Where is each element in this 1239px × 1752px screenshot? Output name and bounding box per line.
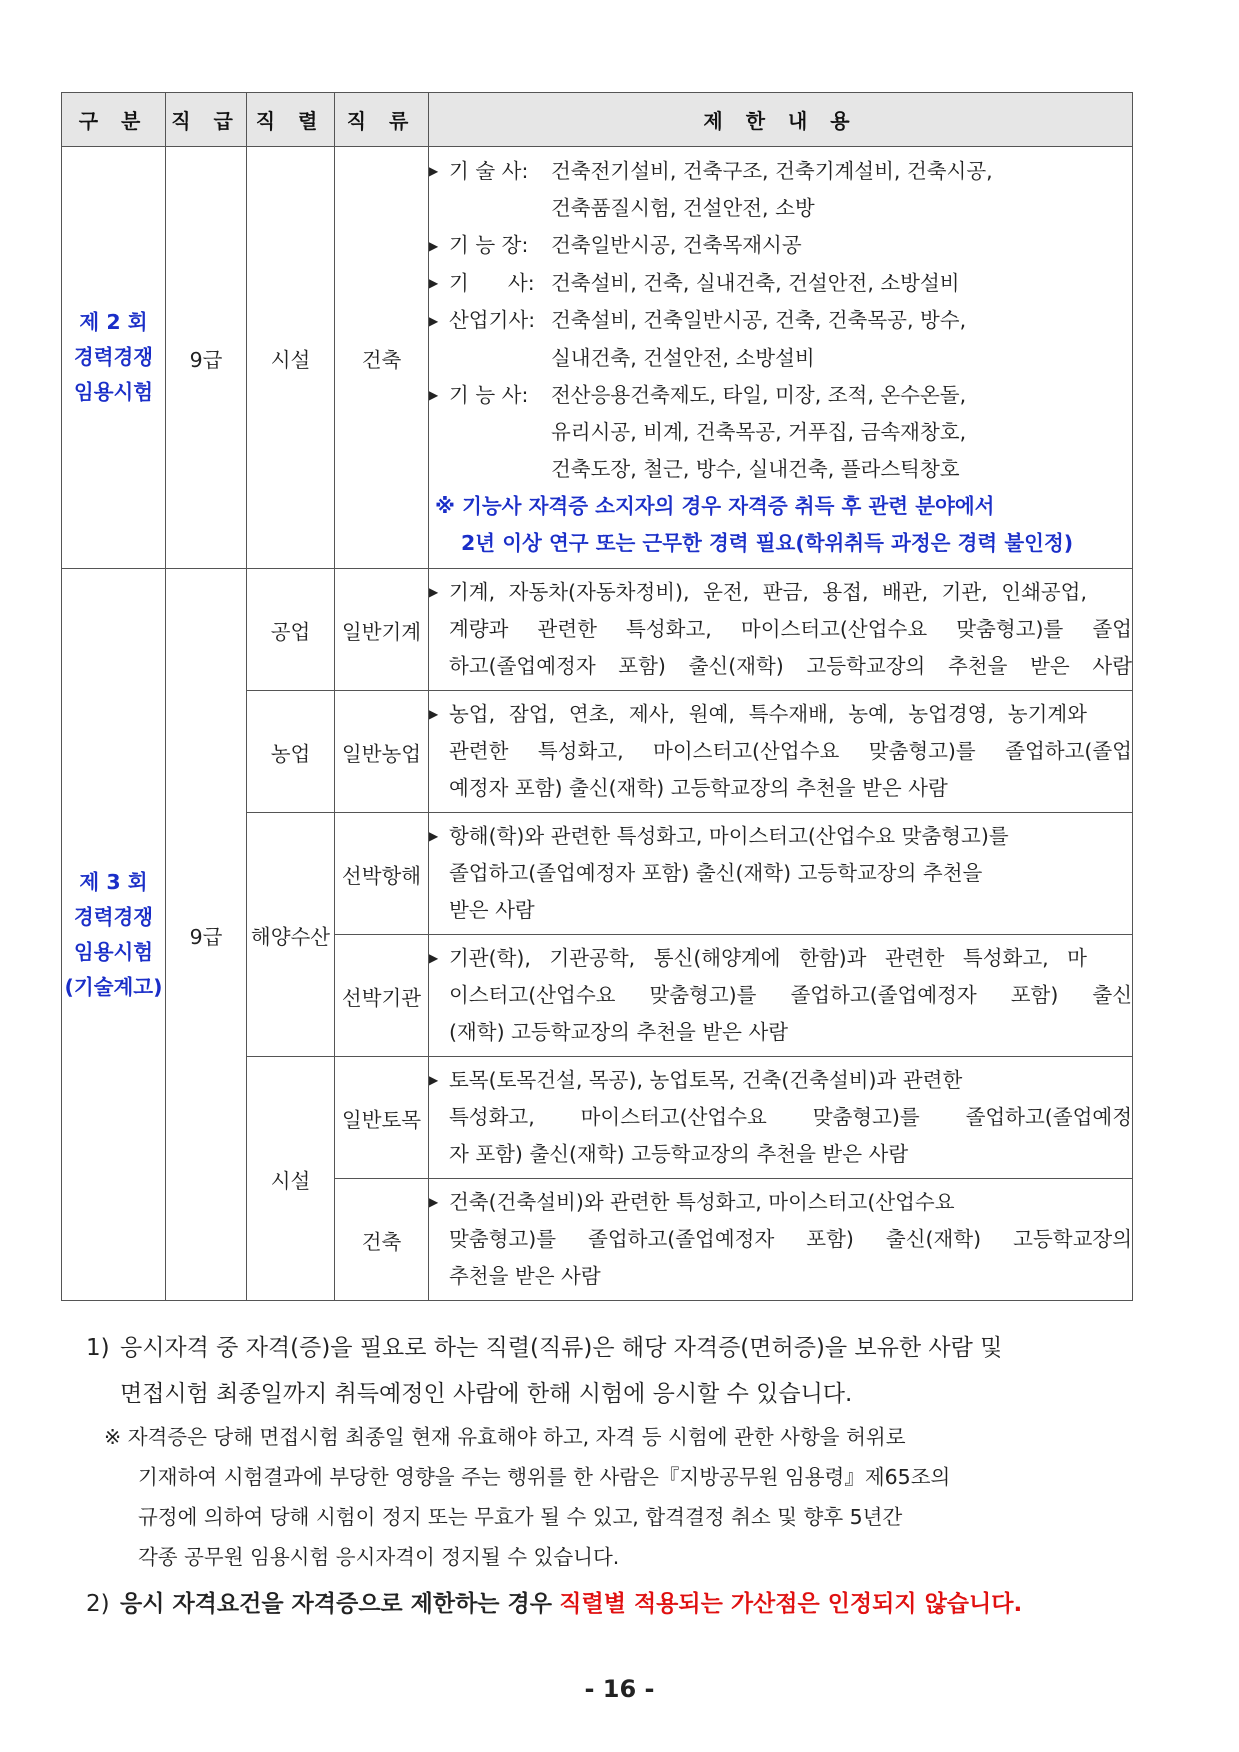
list-item: ▶ 기 술 사: 건축전기설비, 건축구조, 건축기계설비, 건축시공, — [429, 153, 1132, 191]
restriction-content: ▶ 항해(학)와 관련한 특성화고, 마이스터고(산업수요 맞춤형고)를 졸업하고(졸업예정자 포함) 출신(재학) 고등학교장의 추천을 받은 사람 — [429, 813, 1133, 935]
restriction-content: ▶ 농업, 잠업, 연초, 제사, 원예, 특수재배, 농예, 농업경영, 농기계와 관련한 특성화고, 마이스터고(산업수요 맞춤형고)를 졸업하고(졸업 예정자 포함) 출신(재학) 고등학교장의 추천을 받은 사람 — [429, 691, 1133, 813]
grade-cell: 9급 — [166, 147, 247, 569]
restriction-content: ▶ 기 술 사: 건축전기설비, 건축구조, 건축기계설비, 건축시공, 건축품질시험, 건설안전, 소방 ▶ 기 능 장: 건축일반시공, 건축목재시공 ▶ 기 사: 건축설비, 건축, 실내건축, 건설안전, 소방설비 ▶ 산업기사: 건축설비, 건축일반시공, 건축, 건축목공, 방수, 실내건축, 건설안전, 소방설비 ▶ 기 능 사: 전산응용건축제도, 타일, 미장, 조적, 온수온돌, 유리시공, 비계, 건축목공, 거푸집, 금속재창호, 건축도장, 철근, 방수, 실내건축, 플라스틱창호 ※ 기능사 자격증 소지자의 경우 자격증 취득 후 관련 분야에서 2년 이상 연구 또는 근무한 경력 필요(학위취득 과정은 경력 불인정) — [429, 147, 1133, 569]
table-row — [62, 147, 1133, 569]
list-item: ▶ 기 사: 건축설비, 건축, 실내건축, 건설안전, 소방설비 — [429, 265, 1132, 303]
session-2-label: 제 2 회 경력경쟁 임용시험 — [62, 147, 166, 569]
list-item: ▶ 산업기사: 건축설비, 건축일반시공, 건축, 건축목공, 방수, — [429, 302, 1132, 340]
series-cell: 시설 — [247, 1057, 335, 1301]
class-cell: 일반기계 — [335, 569, 429, 691]
header-content: 제 한 내 용 — [429, 93, 1133, 147]
note-1: 1) 응시자격 중 자격(증)을 필요로 하는 직렬(직류)은 해당 자격증(면허증)을 보유한 사람 및 면접시험 최종일까지 취득예정인 사람에 한해 시험에 응시할 수 있습니다. — [86, 1335, 1003, 1407]
header-category: 구 분 — [62, 93, 166, 147]
session-3-label: 제 3 회 경력경쟁 임용시험 (기술계고) — [62, 569, 166, 1301]
list-item: ▶ 기 능 장: 건축일반시공, 건축목재시공 — [429, 227, 1132, 265]
bullet-icon: ▶ — [429, 707, 439, 722]
bullet-icon: ▶ — [429, 585, 439, 600]
restriction-table — [61, 92, 1133, 1301]
bullet-icon: ▶ — [429, 164, 439, 179]
series-cell: 시설 — [247, 147, 335, 569]
footnotes — [86, 1325, 1116, 1627]
restriction-content: ▶ 기계, 자동차(자동차정비), 운전, 판금, 용접, 배관, 기관, 인쇄공업, 계량과 관련한 특성화고, 마이스터고(산업수요 맞춤형고)를 졸업 하고(졸업예정자 포함) 출신(재학) 고등학교장의 추천을 받은 사람 — [429, 569, 1133, 691]
bullet-icon: ▶ — [429, 951, 439, 966]
restriction-content: ▶ 건축(건축설비)와 관련한 특성화고, 마이스터고(산업수요 맞춤형고)를 졸업하고(졸업예정자 포함) 출신(재학) 고등학교장의 추천을 받은 사람 — [429, 1179, 1133, 1301]
session-2-note: ※ 기능사 자격증 소지자의 경우 자격증 취득 후 관련 분야에서 — [435, 494, 995, 519]
bullet-icon: ▶ — [429, 313, 439, 328]
restriction-content: ▶ 기관(학), 기관공학, 통신(해양계에 한함)과 관련한 특성화고, 마 이스터고(산업수요 맞춤형고)를 졸업하고(졸업예정자 포함) 출신 (재학) 고등학교장의 추천을 받은 사람 — [429, 935, 1133, 1057]
class-cell: 선박기관 — [335, 935, 429, 1057]
grade-cell: 9급 — [166, 569, 247, 1301]
bullet-icon: ▶ — [429, 1195, 439, 1210]
bullet-icon: ▶ — [429, 388, 439, 403]
bullet-icon: ▶ — [429, 1073, 439, 1088]
note-2: 2) 응시 자격요건을 자격증으로 제한하는 경우 직렬별 적용되는 가산점은 인정되지 않습니다. — [86, 1591, 1023, 1617]
header-class: 직 류 — [335, 93, 429, 147]
class-cell: 선박항해 — [335, 813, 429, 935]
note-1-sub: ※ 자격증은 당해 면접시험 최종일 현재 유효해야 하고, 자격 등 시험에 관한 사항을 허위로 기재하여 시험결과에 부당한 영향을 주는 행위를 한 사람은『지방공무원 임용령』제65조의 규정에 의하여 당해 시험이 정지 또는 무효가 될 수 있고, 합격결정 취소 및 향후 5년간 각종 공무원 임용시험 응시자격이 정지될 수 있습니다. — [104, 1425, 951, 1569]
table-row — [62, 569, 1133, 691]
class-cell: 일반토목 — [335, 1057, 429, 1179]
series-cell: 공업 — [247, 569, 335, 691]
header-grade: 직 급 — [166, 93, 247, 147]
restriction-content: ▶ 토목(토목건설, 목공), 농업토목, 건축(건축설비)과 관련한 특성화고, 마이스터고(산업수요 맞춤형고)를 졸업하고(졸업예정 자 포함) 출신(재학) 고등학교장의 추천을 받은 사람 — [429, 1057, 1133, 1179]
class-cell: 일반농업 — [335, 691, 429, 813]
series-cell: 농업 — [247, 691, 335, 813]
class-cell: 건축 — [335, 1179, 429, 1301]
bullet-icon: ▶ — [429, 829, 439, 844]
bullet-icon: ▶ — [429, 276, 439, 291]
series-cell: 해양수산 — [247, 813, 335, 1057]
list-item: ▶ 기 능 사: 전산응용건축제도, 타일, 미장, 조적, 온수온돌, — [429, 377, 1132, 415]
bullet-icon: ▶ — [429, 238, 439, 253]
class-cell: 건축 — [335, 147, 429, 569]
table-header-row — [62, 93, 1133, 147]
page-number: - 16 - — [584, 1675, 655, 1703]
header-series: 직 렬 — [247, 93, 335, 147]
